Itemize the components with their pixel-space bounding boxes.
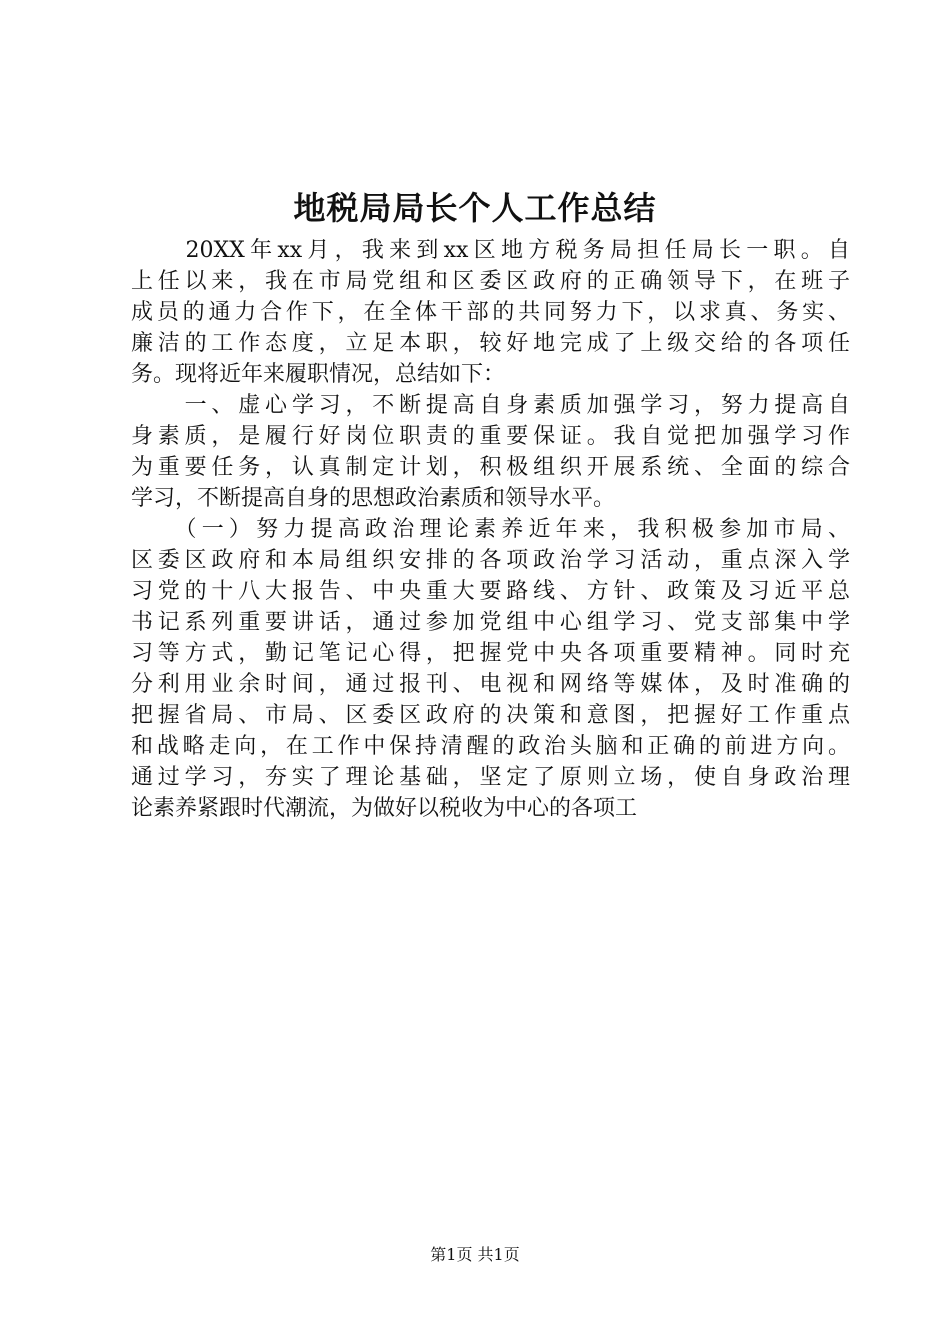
body-line: 分利用业余时间，通过报刊、电视和网络等媒体，及时准确的	[131, 672, 850, 697]
body-line: 身素质，是履行好岗位职责的重要保证。我自觉把加强学习作	[131, 424, 850, 449]
document-title: 地税局局长个人工作总结	[293, 189, 657, 227]
body-line: 一、虚心学习，不断提高自身素质加强学习，努力提高自	[131, 393, 850, 418]
body-line: 20XX年xx月，我来到xx区地方税务局担任局长一职。自	[131, 238, 850, 263]
body-line: 学习，不断提高自身的思想政治素质和领导水平。	[131, 486, 616, 511]
body-line: 上任以来，我在市局党组和区委区政府的正确领导下，在班子	[131, 269, 850, 294]
body-line: 成员的通力合作下，在全体干部的共同努力下，以求真、务实、	[131, 300, 850, 325]
body-line: 廉洁的工作态度，立足本职，较好地完成了上级交给的各项任	[131, 331, 850, 356]
document-body	[131, 235, 850, 824]
page-footer: 第1页 共1页	[430, 1245, 520, 1264]
body-line: （一）努力提高政治理论素养近年来，我积极参加市局、	[131, 517, 850, 542]
body-line: 通过学习，夯实了理论基础，坚定了原则立场，使自身政治理	[131, 765, 850, 790]
body-line: 为重要任务，认真制定计划，积极组织开展系统、全面的综合	[131, 455, 850, 480]
body-line: 把握省局、市局、区委区政府的决策和意图，把握好工作重点	[131, 703, 850, 728]
body-line: 论素养紧跟时代潮流，为做好以税收为中心的各项工	[131, 796, 638, 821]
body-line: 习等方式，勤记笔记心得，把握党中央各项重要精神。同时充	[131, 641, 850, 666]
body-line: 和战略走向，在工作中保持清醒的政治头脑和正确的前进方向。	[131, 734, 850, 759]
body-line: 务。现将近年来履职情况，总结如下：	[131, 362, 506, 387]
body-line: 习党的十八大报告、中央重大要路线、方针、政策及习近平总	[131, 579, 850, 604]
body-line: 区委区政府和本局组织安排的各项政治学习活动，重点深入学	[131, 548, 850, 573]
body-line: 书记系列重要讲话，通过参加党组中心组学习、党支部集中学	[131, 610, 850, 635]
